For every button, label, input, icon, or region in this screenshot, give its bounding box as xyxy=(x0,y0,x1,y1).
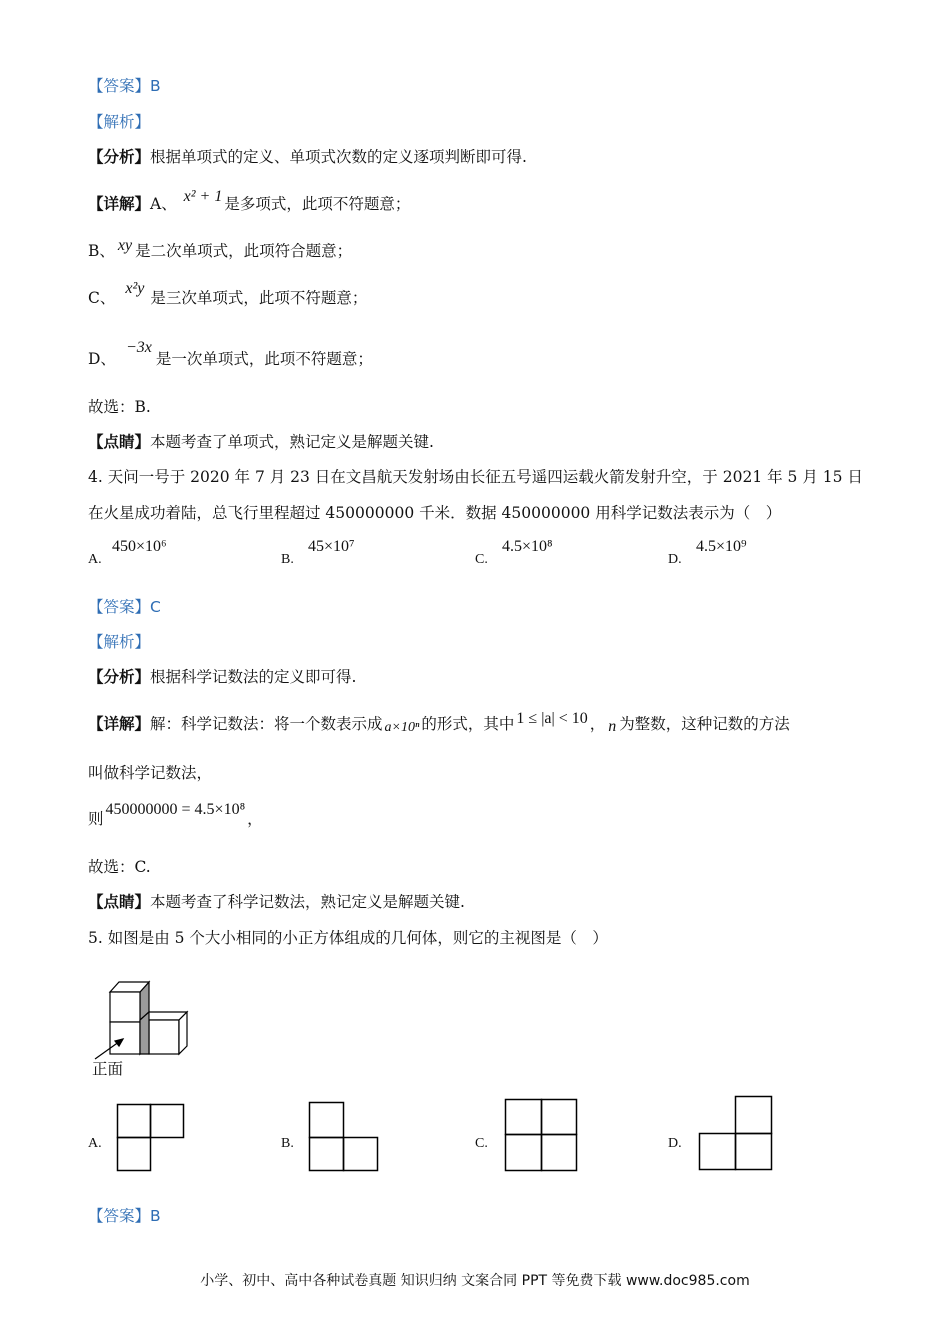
q3-choose: 故选：B. xyxy=(88,398,151,416)
q5-option-a-label: A. xyxy=(88,1136,102,1151)
math-expr: x² + 1 xyxy=(183,188,223,205)
q5-option-c-label: C. xyxy=(475,1136,488,1151)
answer-value: B xyxy=(150,1207,161,1225)
page-footer: 小学、初中、高中各种试卷真题 知识归纳 文案合同 PPT 等免费下载 www.doc985.com xyxy=(200,1273,750,1289)
q4-option-b-value: 45×10⁷ xyxy=(308,538,355,555)
q3-comment: 【点睛】本题考查了单项式，熟记定义是解题关键. xyxy=(88,432,434,451)
math-expr: −3x xyxy=(125,339,152,356)
math-expr: 1 ≤ |a| < 10 xyxy=(516,710,588,727)
q4-stem-line2: 在火星成功着陆，总飞行里程超过 450000000 千米．数据 450000000 用科学记数法表示为（ ） xyxy=(88,504,782,522)
q5-stem: 5. 如图是由 5 个大小相同的小正方体组成的几何体，则它的主视图是（ ） xyxy=(88,929,608,947)
q4-option-d-value: 4.5×10⁹ xyxy=(696,538,747,555)
q3-detail-d: D、−3x是一次单项式，此项不符题意； xyxy=(88,339,373,368)
q4-option-a-value: 450×10⁶ xyxy=(112,538,167,555)
q4-option-c-label: C. xyxy=(475,552,488,567)
answer-tag: 【答案】 xyxy=(88,1207,151,1225)
q5-option-b-figure xyxy=(309,1102,379,1172)
q3-answer xyxy=(88,75,161,97)
q4-detail-line2: 叫做科学记数法， xyxy=(88,764,213,782)
q5-option-b-label: B. xyxy=(281,1136,294,1151)
q4-option-d-label: D. xyxy=(668,552,682,567)
q3-detail-b: B、 xy 是二次单项式，此项符合题意； xyxy=(88,237,353,260)
q5-option-c-figure xyxy=(505,1099,578,1172)
q3-analysis-tag: 【解析】 xyxy=(88,113,151,131)
q4-comment: 【点睛】本题考查了科学记数法，熟记定义是解题关键. xyxy=(88,892,465,911)
front-label: 正面 xyxy=(92,1060,124,1078)
answer-tag: 【答案】 xyxy=(88,598,151,616)
math-expr: xy xyxy=(117,237,133,254)
q4-stem-line1: 4. 天问一号于 2020 年 7 月 23 日在文昌航天发射场由长征五号遥四运载火箭发射升空，于 2021 年 5 月 15 日 xyxy=(88,468,863,486)
q4-option-c-value: 4.5×10⁸ xyxy=(502,538,553,555)
q4-analysis-tag: 【解析】 xyxy=(88,633,151,651)
answer-value: C xyxy=(150,598,161,616)
q5-option-d-label: D. xyxy=(668,1136,682,1151)
q4-answer xyxy=(88,596,161,618)
math-expr: n xyxy=(608,718,617,735)
q4-then: 则450000000 = 4.5×10⁸， xyxy=(88,801,263,828)
q4-detail: 【详解】解：科学记数法：将一个数表示成 a×10ⁿ 的形式，其中 1 ≤ |a| < 10 ， n 为整数，这种记数的方法 xyxy=(88,710,790,735)
q3-detail-a: 【详解】A、 x² + 1 是多项式，此项不符题意； xyxy=(88,188,411,213)
q5-answer xyxy=(88,1205,161,1227)
answer-tag: 【答案】 xyxy=(88,77,151,95)
q4-option-a-label: A. xyxy=(88,552,102,567)
math-expr: a×10ⁿ xyxy=(384,720,420,735)
q4-option-b-label: B. xyxy=(281,552,294,567)
q5-option-d-figure xyxy=(699,1096,773,1172)
q4-choose: 故选：C. xyxy=(88,858,151,876)
q4-fenxi: 【分析】根据科学记数法的定义即可得. xyxy=(88,667,357,686)
q3-fenxi: 【分析】根据单项式的定义、单项式次数的定义逐项判断即可得. xyxy=(88,147,527,166)
q5-option-a-figure xyxy=(117,1104,184,1172)
math-expr: 450000000 = 4.5×10⁸ xyxy=(105,801,246,818)
math-expr: x²y xyxy=(125,280,145,297)
q3-detail-c: C、x²y是三次单项式，此项不符题意； xyxy=(88,280,368,307)
answer-value: B xyxy=(150,77,161,95)
